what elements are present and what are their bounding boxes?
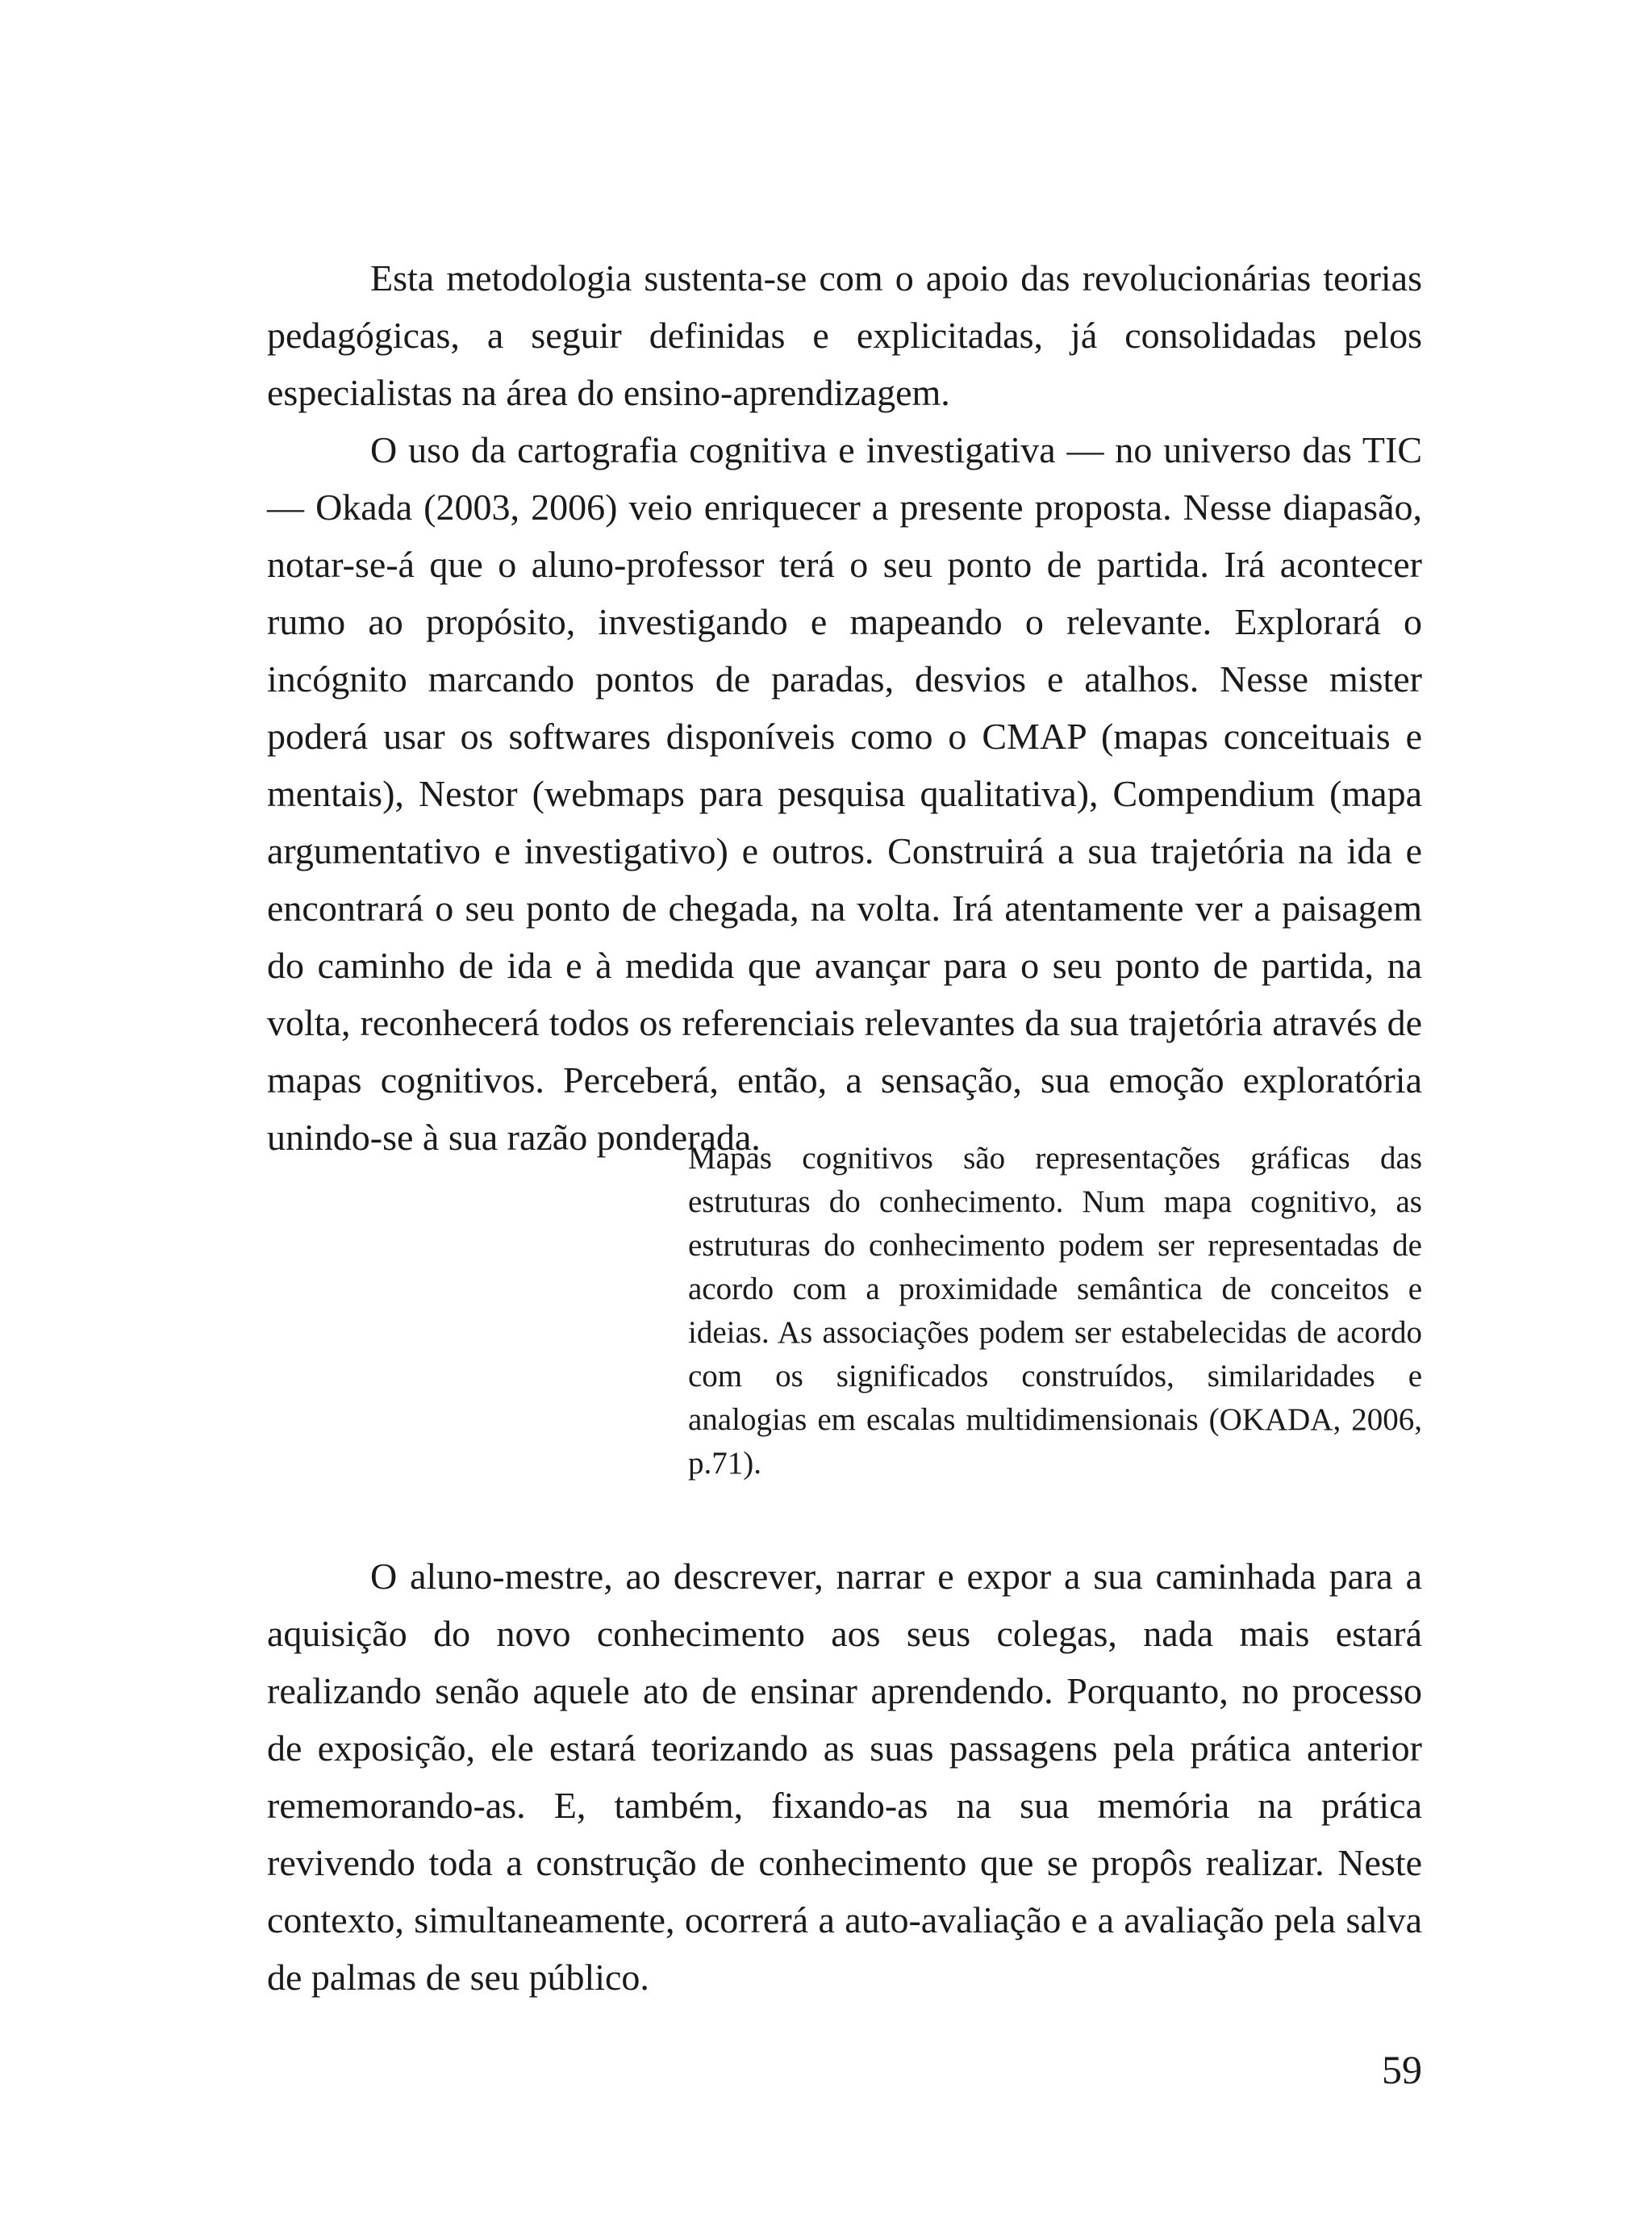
paragraph-methodology: Esta metodologia sustenta-se com o apoio das revolucionárias teorias pedagógicas, a seguir definidas e explicitadas, já consolidadas pelos especialistas na área do ensino-aprendizagem.: [267, 257, 1422, 413]
body-text-lower: [267, 1548, 1422, 2006]
body-text-upper: [267, 249, 1422, 1166]
block-quote-okada: Mapas cognitivos são representações gráficas das estruturas do conhecimento. Num mapa cognitivo, as estruturas do conhecimento podem ser representadas de acordo com a proximidade semântica de conceitos e ideias. As associações podem ser estabelecidas de acordo com os significados construídos, similaridades e analogias em escalas multidimensionais (OKADA, 2006, p.71).: [688, 1141, 1422, 1481]
page-number: 59: [1382, 2047, 1422, 2092]
paragraph-cartography: O uso da cartografia cognitiva e investigativa — no universo das TIC — Okada (2003, 2006) veio enriquecer a presente proposta. Nesse diapasão, notar-se-á que o aluno-professor terá o seu ponto de partida. Irá acontecer rumo ao propósito, investigando e mapeando o relevante. Explorará o incógnito marcando pontos de paradas, desvios e atalhos. Nesse mister poderá usar os softwares disponíveis como o CMAP (mapas conceituais e mentais), Nestor (webmaps para pesquisa qualitativa), Compendium (mapa argumentativo e investigativo) e outros. Construirá a sua trajetória na ida e encontrará o seu ponto de chegada, na volta. Irá atentamente ver a paisagem do caminho de ida e à medida que avançar para o seu ponto de partida, na volta, reconhecerá todos os referenciais relevantes da sua trajetória através de mapas cognitivos. Perceberá, então, a sensação, sua emoção exploratória unindo-se à sua razão ponderada.: [267, 429, 1422, 1158]
paragraph-student-teacher: O aluno-mestre, ao descrever, narrar e expor a sua caminhada para a aquisição do novo conhecimento aos seus colegas, nada mais estará realizando senão aquele ato de ensinar aprendendo. Porquanto, no processo de exposição, ele estará teorizando as suas passagens pela prática anterior rememorando-as. E, também, fixando-as na sua memória na prática revivendo toda a construção de conhecimento que se propôs realizar. Neste contexto, simultaneamente, ocorrerá a auto-avaliação e a avaliação pela salva de palmas de seu público.: [267, 1556, 1422, 1998]
